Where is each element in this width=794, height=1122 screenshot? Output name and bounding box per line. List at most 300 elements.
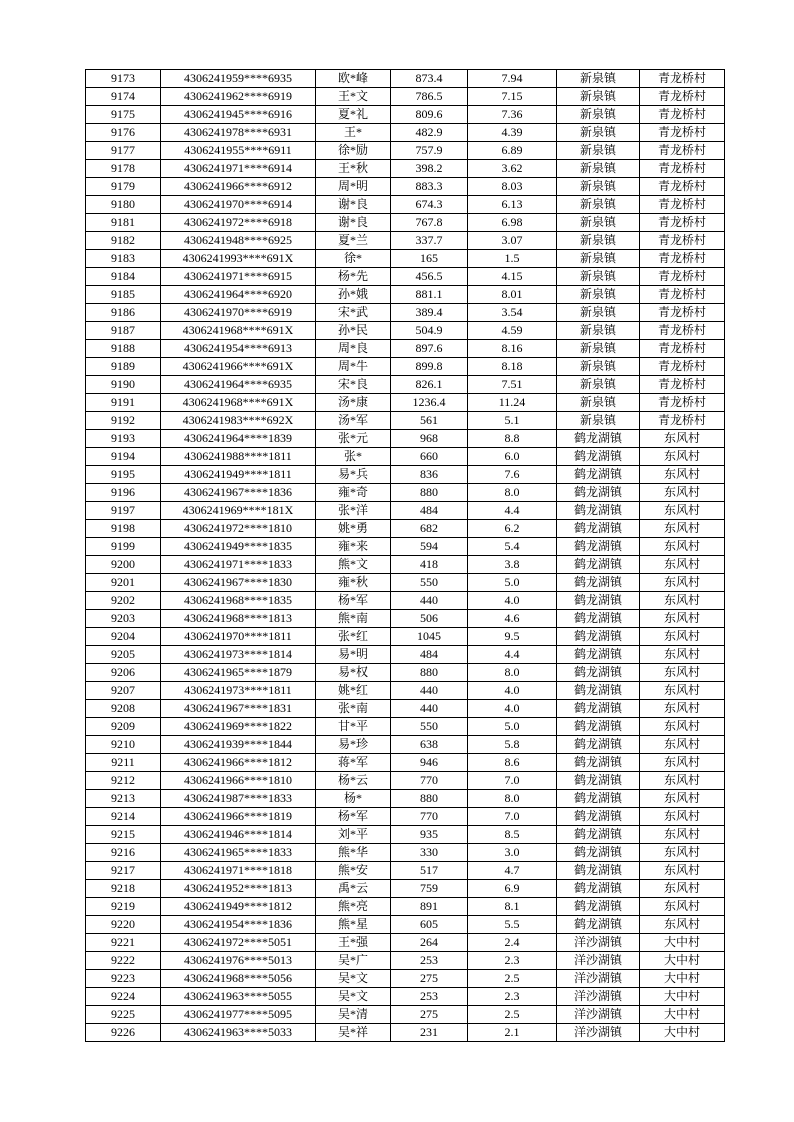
cell-town: 鹤龙湖镇 [557, 556, 640, 574]
cell-seq: 9183 [86, 250, 161, 268]
cell-town: 鹤龙湖镇 [557, 826, 640, 844]
cell-village: 青龙桥村 [640, 178, 725, 196]
cell-village: 东风村 [640, 592, 725, 610]
cell-village: 东风村 [640, 628, 725, 646]
cell-amount: 504.9 [391, 322, 468, 340]
cell-town: 新泉镇 [557, 232, 640, 250]
cell-town: 新泉镇 [557, 268, 640, 286]
cell-village: 东风村 [640, 430, 725, 448]
cell-amount: 517 [391, 862, 468, 880]
cell-rate: 2.3 [468, 988, 557, 1006]
cell-name: 蒋*军 [316, 754, 391, 772]
cell-id-number: 4306241970****6919 [161, 304, 316, 322]
cell-village: 东风村 [640, 484, 725, 502]
cell-seq: 9214 [86, 808, 161, 826]
cell-name: 张*元 [316, 430, 391, 448]
cell-seq: 9179 [86, 178, 161, 196]
cell-seq: 9209 [86, 718, 161, 736]
table-row [86, 466, 725, 484]
table-row [86, 826, 725, 844]
cell-name: 易*明 [316, 646, 391, 664]
cell-rate: 6.89 [468, 142, 557, 160]
cell-amount: 484 [391, 502, 468, 520]
cell-id-number: 4306241966****1812 [161, 754, 316, 772]
cell-id-number: 4306241988****1811 [161, 448, 316, 466]
cell-village: 东风村 [640, 826, 725, 844]
cell-amount: 1236.4 [391, 394, 468, 412]
cell-rate: 8.8 [468, 430, 557, 448]
cell-seq: 9197 [86, 502, 161, 520]
cell-rate: 4.0 [468, 682, 557, 700]
cell-rate: 4.15 [468, 268, 557, 286]
cell-village: 东风村 [640, 502, 725, 520]
table-row [86, 718, 725, 736]
cell-name: 张*红 [316, 628, 391, 646]
cell-name: 汤*康 [316, 394, 391, 412]
cell-amount: 456.5 [391, 268, 468, 286]
cell-town: 新泉镇 [557, 106, 640, 124]
table-row [86, 376, 725, 394]
cell-village: 大中村 [640, 988, 725, 1006]
cell-id-number: 4306241987****1833 [161, 790, 316, 808]
cell-name: 甘*平 [316, 718, 391, 736]
cell-name: 周*良 [316, 340, 391, 358]
cell-rate: 8.03 [468, 178, 557, 196]
cell-id-number: 4306241962****6919 [161, 88, 316, 106]
table-row [86, 844, 725, 862]
cell-rate: 3.62 [468, 160, 557, 178]
cell-name: 谢*良 [316, 214, 391, 232]
cell-seq: 9199 [86, 538, 161, 556]
cell-town: 洋沙湖镇 [557, 952, 640, 970]
cell-village: 青龙桥村 [640, 196, 725, 214]
cell-id-number: 4306241959****6935 [161, 70, 316, 88]
cell-id-number: 4306241976****5013 [161, 952, 316, 970]
cell-amount: 440 [391, 592, 468, 610]
table-row [86, 484, 725, 502]
cell-village: 青龙桥村 [640, 376, 725, 394]
cell-name: 汤*军 [316, 412, 391, 430]
cell-amount: 767.8 [391, 214, 468, 232]
cell-seq: 9205 [86, 646, 161, 664]
cell-town: 新泉镇 [557, 160, 640, 178]
cell-amount: 1045 [391, 628, 468, 646]
cell-name: 吴*清 [316, 1006, 391, 1024]
cell-town: 新泉镇 [557, 142, 640, 160]
cell-seq: 9226 [86, 1024, 161, 1042]
cell-village: 东风村 [640, 772, 725, 790]
cell-seq: 9224 [86, 988, 161, 1006]
cell-rate: 2.5 [468, 1006, 557, 1024]
cell-amount: 759 [391, 880, 468, 898]
cell-id-number: 4306241972****5051 [161, 934, 316, 952]
cell-town: 鹤龙湖镇 [557, 916, 640, 934]
cell-village: 东风村 [640, 844, 725, 862]
cell-village: 东风村 [640, 682, 725, 700]
cell-town: 鹤龙湖镇 [557, 880, 640, 898]
cell-seq: 9178 [86, 160, 161, 178]
cell-town: 鹤龙湖镇 [557, 790, 640, 808]
cell-rate: 4.0 [468, 592, 557, 610]
cell-village: 东风村 [640, 790, 725, 808]
cell-id-number: 4306241973****1811 [161, 682, 316, 700]
cell-seq: 9186 [86, 304, 161, 322]
cell-id-number: 4306241963****5033 [161, 1024, 316, 1042]
cell-amount: 935 [391, 826, 468, 844]
cell-amount: 506 [391, 610, 468, 628]
cell-name: 杨* [316, 790, 391, 808]
cell-town: 新泉镇 [557, 412, 640, 430]
cell-town: 鹤龙湖镇 [557, 736, 640, 754]
cell-town: 新泉镇 [557, 286, 640, 304]
cell-village: 东风村 [640, 574, 725, 592]
table-row [86, 502, 725, 520]
cell-seq: 9191 [86, 394, 161, 412]
cell-id-number: 4306241971****1818 [161, 862, 316, 880]
cell-name: 吴*文 [316, 988, 391, 1006]
cell-rate: 3.8 [468, 556, 557, 574]
cell-name: 易*兵 [316, 466, 391, 484]
cell-seq: 9206 [86, 664, 161, 682]
cell-amount: 330 [391, 844, 468, 862]
cell-id-number: 4306241954****6913 [161, 340, 316, 358]
cell-name: 易*权 [316, 664, 391, 682]
cell-seq: 9218 [86, 880, 161, 898]
cell-seq: 9211 [86, 754, 161, 772]
cell-village: 青龙桥村 [640, 322, 725, 340]
cell-village: 东风村 [640, 754, 725, 772]
cell-seq: 9207 [86, 682, 161, 700]
cell-rate: 4.59 [468, 322, 557, 340]
cell-rate: 4.39 [468, 124, 557, 142]
cell-rate: 7.0 [468, 808, 557, 826]
table-row [86, 736, 725, 754]
cell-id-number: 4306241949****1835 [161, 538, 316, 556]
table-row [86, 952, 725, 970]
table-row [86, 862, 725, 880]
cell-village: 青龙桥村 [640, 286, 725, 304]
cell-rate: 2.1 [468, 1024, 557, 1042]
cell-name: 宋*良 [316, 376, 391, 394]
cell-amount: 873.4 [391, 70, 468, 88]
cell-amount: 757.9 [391, 142, 468, 160]
cell-town: 新泉镇 [557, 304, 640, 322]
cell-town: 新泉镇 [557, 322, 640, 340]
cell-id-number: 4306241964****6935 [161, 376, 316, 394]
cell-id-number: 4306241952****1813 [161, 880, 316, 898]
cell-id-number: 4306241939****1844 [161, 736, 316, 754]
table-row [86, 196, 725, 214]
cell-name: 熊*星 [316, 916, 391, 934]
cell-rate: 3.07 [468, 232, 557, 250]
cell-rate: 8.0 [468, 664, 557, 682]
cell-amount: 561 [391, 412, 468, 430]
table-row [86, 592, 725, 610]
cell-amount: 891 [391, 898, 468, 916]
cell-village: 青龙桥村 [640, 394, 725, 412]
cell-rate: 4.4 [468, 502, 557, 520]
cell-town: 鹤龙湖镇 [557, 430, 640, 448]
cell-amount: 482.9 [391, 124, 468, 142]
table-row [86, 538, 725, 556]
cell-amount: 484 [391, 646, 468, 664]
cell-rate: 5.0 [468, 718, 557, 736]
cell-name: 周*牛 [316, 358, 391, 376]
cell-rate: 8.18 [468, 358, 557, 376]
cell-seq: 9200 [86, 556, 161, 574]
cell-village: 东风村 [640, 808, 725, 826]
cell-seq: 9203 [86, 610, 161, 628]
table-row [86, 970, 725, 988]
cell-name: 杨*云 [316, 772, 391, 790]
cell-name: 雍*奇 [316, 484, 391, 502]
cell-name: 杨*军 [316, 592, 391, 610]
cell-town: 洋沙湖镇 [557, 1006, 640, 1024]
cell-seq: 9222 [86, 952, 161, 970]
cell-town: 新泉镇 [557, 214, 640, 232]
cell-name: 王*强 [316, 934, 391, 952]
cell-id-number: 4306241968****1813 [161, 610, 316, 628]
table-row [86, 250, 725, 268]
cell-town: 新泉镇 [557, 124, 640, 142]
cell-rate: 6.13 [468, 196, 557, 214]
cell-seq: 9213 [86, 790, 161, 808]
cell-rate: 8.5 [468, 826, 557, 844]
cell-seq: 9189 [86, 358, 161, 376]
cell-seq: 9219 [86, 898, 161, 916]
cell-id-number: 4306241972****1810 [161, 520, 316, 538]
cell-town: 鹤龙湖镇 [557, 700, 640, 718]
cell-seq: 9196 [86, 484, 161, 502]
cell-id-number: 4306241968****5056 [161, 970, 316, 988]
cell-amount: 968 [391, 430, 468, 448]
cell-name: 夏*礼 [316, 106, 391, 124]
cell-name: 吴*文 [316, 970, 391, 988]
cell-rate: 7.15 [468, 88, 557, 106]
cell-village: 大中村 [640, 934, 725, 952]
cell-seq: 9190 [86, 376, 161, 394]
cell-name: 张*南 [316, 700, 391, 718]
cell-seq: 9198 [86, 520, 161, 538]
cell-town: 鹤龙湖镇 [557, 574, 640, 592]
cell-village: 东风村 [640, 646, 725, 664]
table-row [86, 664, 725, 682]
table-row [86, 304, 725, 322]
table-row [86, 1024, 725, 1042]
cell-rate: 5.1 [468, 412, 557, 430]
cell-village: 东风村 [640, 736, 725, 754]
cell-village: 大中村 [640, 1006, 725, 1024]
table-row [86, 340, 725, 358]
cell-town: 鹤龙湖镇 [557, 844, 640, 862]
cell-amount: 253 [391, 988, 468, 1006]
cell-rate: 8.0 [468, 790, 557, 808]
cell-seq: 9175 [86, 106, 161, 124]
table-row [86, 232, 725, 250]
cell-village: 东风村 [640, 898, 725, 916]
cell-seq: 9180 [86, 196, 161, 214]
cell-town: 新泉镇 [557, 376, 640, 394]
cell-seq: 9220 [86, 916, 161, 934]
cell-town: 新泉镇 [557, 196, 640, 214]
cell-id-number: 4306241966****691X [161, 358, 316, 376]
cell-name: 谢*良 [316, 196, 391, 214]
cell-id-number: 4306241963****5055 [161, 988, 316, 1006]
cell-village: 大中村 [640, 1024, 725, 1042]
cell-amount: 880 [391, 790, 468, 808]
cell-town: 新泉镇 [557, 358, 640, 376]
table-row [86, 880, 725, 898]
table-row [86, 394, 725, 412]
cell-rate: 7.51 [468, 376, 557, 394]
cell-name: 杨*先 [316, 268, 391, 286]
cell-name: 杨*军 [316, 808, 391, 826]
cell-town: 鹤龙湖镇 [557, 772, 640, 790]
cell-town: 鹤龙湖镇 [557, 466, 640, 484]
cell-id-number: 4306241983****692X [161, 412, 316, 430]
cell-id-number: 4306241968****1835 [161, 592, 316, 610]
table-row [86, 322, 725, 340]
cell-id-number: 4306241946****1814 [161, 826, 316, 844]
cell-village: 东风村 [640, 700, 725, 718]
cell-town: 鹤龙湖镇 [557, 862, 640, 880]
cell-rate: 6.98 [468, 214, 557, 232]
cell-town: 鹤龙湖镇 [557, 502, 640, 520]
cell-id-number: 4306241966****6912 [161, 178, 316, 196]
cell-village: 大中村 [640, 952, 725, 970]
cell-village: 东风村 [640, 520, 725, 538]
cell-name: 熊*亮 [316, 898, 391, 916]
cell-town: 洋沙湖镇 [557, 988, 640, 1006]
cell-seq: 9212 [86, 772, 161, 790]
cell-seq: 9174 [86, 88, 161, 106]
cell-name: 雍*来 [316, 538, 391, 556]
cell-rate: 5.5 [468, 916, 557, 934]
cell-name: 宋*武 [316, 304, 391, 322]
cell-village: 青龙桥村 [640, 268, 725, 286]
cell-seq: 9204 [86, 628, 161, 646]
cell-name: 姚*勇 [316, 520, 391, 538]
cell-seq: 9173 [86, 70, 161, 88]
cell-rate: 8.16 [468, 340, 557, 358]
table-row [86, 808, 725, 826]
table-row [86, 934, 725, 952]
cell-town: 新泉镇 [557, 394, 640, 412]
cell-town: 鹤龙湖镇 [557, 754, 640, 772]
cell-amount: 770 [391, 808, 468, 826]
cell-amount: 809.6 [391, 106, 468, 124]
table-row [86, 160, 725, 178]
cell-name: 雍*秋 [316, 574, 391, 592]
cell-amount: 770 [391, 772, 468, 790]
cell-town: 洋沙湖镇 [557, 970, 640, 988]
cell-name: 易*珍 [316, 736, 391, 754]
cell-amount: 836 [391, 466, 468, 484]
cell-rate: 4.4 [468, 646, 557, 664]
cell-name: 吴*广 [316, 952, 391, 970]
cell-name: 熊*华 [316, 844, 391, 862]
cell-id-number: 4306241954****1836 [161, 916, 316, 934]
cell-amount: 389.4 [391, 304, 468, 322]
cell-id-number: 4306241969****1822 [161, 718, 316, 736]
cell-seq: 9195 [86, 466, 161, 484]
cell-village: 东风村 [640, 916, 725, 934]
table-body [86, 70, 725, 1042]
cell-id-number: 4306241972****6918 [161, 214, 316, 232]
cell-seq: 9223 [86, 970, 161, 988]
cell-amount: 660 [391, 448, 468, 466]
cell-village: 青龙桥村 [640, 214, 725, 232]
cell-name: 孙*民 [316, 322, 391, 340]
cell-rate: 7.36 [468, 106, 557, 124]
cell-amount: 550 [391, 718, 468, 736]
cell-town: 鹤龙湖镇 [557, 682, 640, 700]
cell-id-number: 4306241965****1833 [161, 844, 316, 862]
cell-seq: 9201 [86, 574, 161, 592]
table-row [86, 988, 725, 1006]
cell-id-number: 4306241978****6931 [161, 124, 316, 142]
cell-id-number: 4306241949****1811 [161, 466, 316, 484]
cell-id-number: 4306241966****1810 [161, 772, 316, 790]
cell-amount: 946 [391, 754, 468, 772]
cell-id-number: 4306241949****1812 [161, 898, 316, 916]
cell-village: 东风村 [640, 718, 725, 736]
cell-rate: 4.7 [468, 862, 557, 880]
cell-amount: 253 [391, 952, 468, 970]
cell-name: 熊*南 [316, 610, 391, 628]
cell-name: 夏*兰 [316, 232, 391, 250]
cell-town: 鹤龙湖镇 [557, 520, 640, 538]
table-row [86, 520, 725, 538]
cell-rate: 7.0 [468, 772, 557, 790]
cell-name: 张* [316, 448, 391, 466]
cell-id-number: 4306241948****6925 [161, 232, 316, 250]
cell-town: 新泉镇 [557, 88, 640, 106]
cell-amount: 638 [391, 736, 468, 754]
cell-amount: 899.8 [391, 358, 468, 376]
cell-town: 鹤龙湖镇 [557, 448, 640, 466]
cell-seq: 9216 [86, 844, 161, 862]
table-row [86, 448, 725, 466]
cell-village: 青龙桥村 [640, 412, 725, 430]
cell-town: 鹤龙湖镇 [557, 484, 640, 502]
cell-name: 张*洋 [316, 502, 391, 520]
cell-seq: 9181 [86, 214, 161, 232]
table-row [86, 142, 725, 160]
cell-seq: 9217 [86, 862, 161, 880]
cell-name: 欧*峰 [316, 70, 391, 88]
cell-amount: 440 [391, 700, 468, 718]
cell-village: 东风村 [640, 880, 725, 898]
cell-id-number: 4306241970****6914 [161, 196, 316, 214]
cell-id-number: 4306241955****6911 [161, 142, 316, 160]
cell-name: 吴*祥 [316, 1024, 391, 1042]
cell-village: 东风村 [640, 610, 725, 628]
table-row [86, 754, 725, 772]
cell-seq: 9192 [86, 412, 161, 430]
cell-rate: 6.9 [468, 880, 557, 898]
cell-village: 青龙桥村 [640, 250, 725, 268]
cell-village: 青龙桥村 [640, 124, 725, 142]
cell-id-number: 4306241973****1814 [161, 646, 316, 664]
cell-seq: 9177 [86, 142, 161, 160]
cell-rate: 5.8 [468, 736, 557, 754]
cell-seq: 9176 [86, 124, 161, 142]
cell-rate: 6.2 [468, 520, 557, 538]
cell-name: 徐*励 [316, 142, 391, 160]
table-row [86, 700, 725, 718]
cell-town: 洋沙湖镇 [557, 1024, 640, 1042]
